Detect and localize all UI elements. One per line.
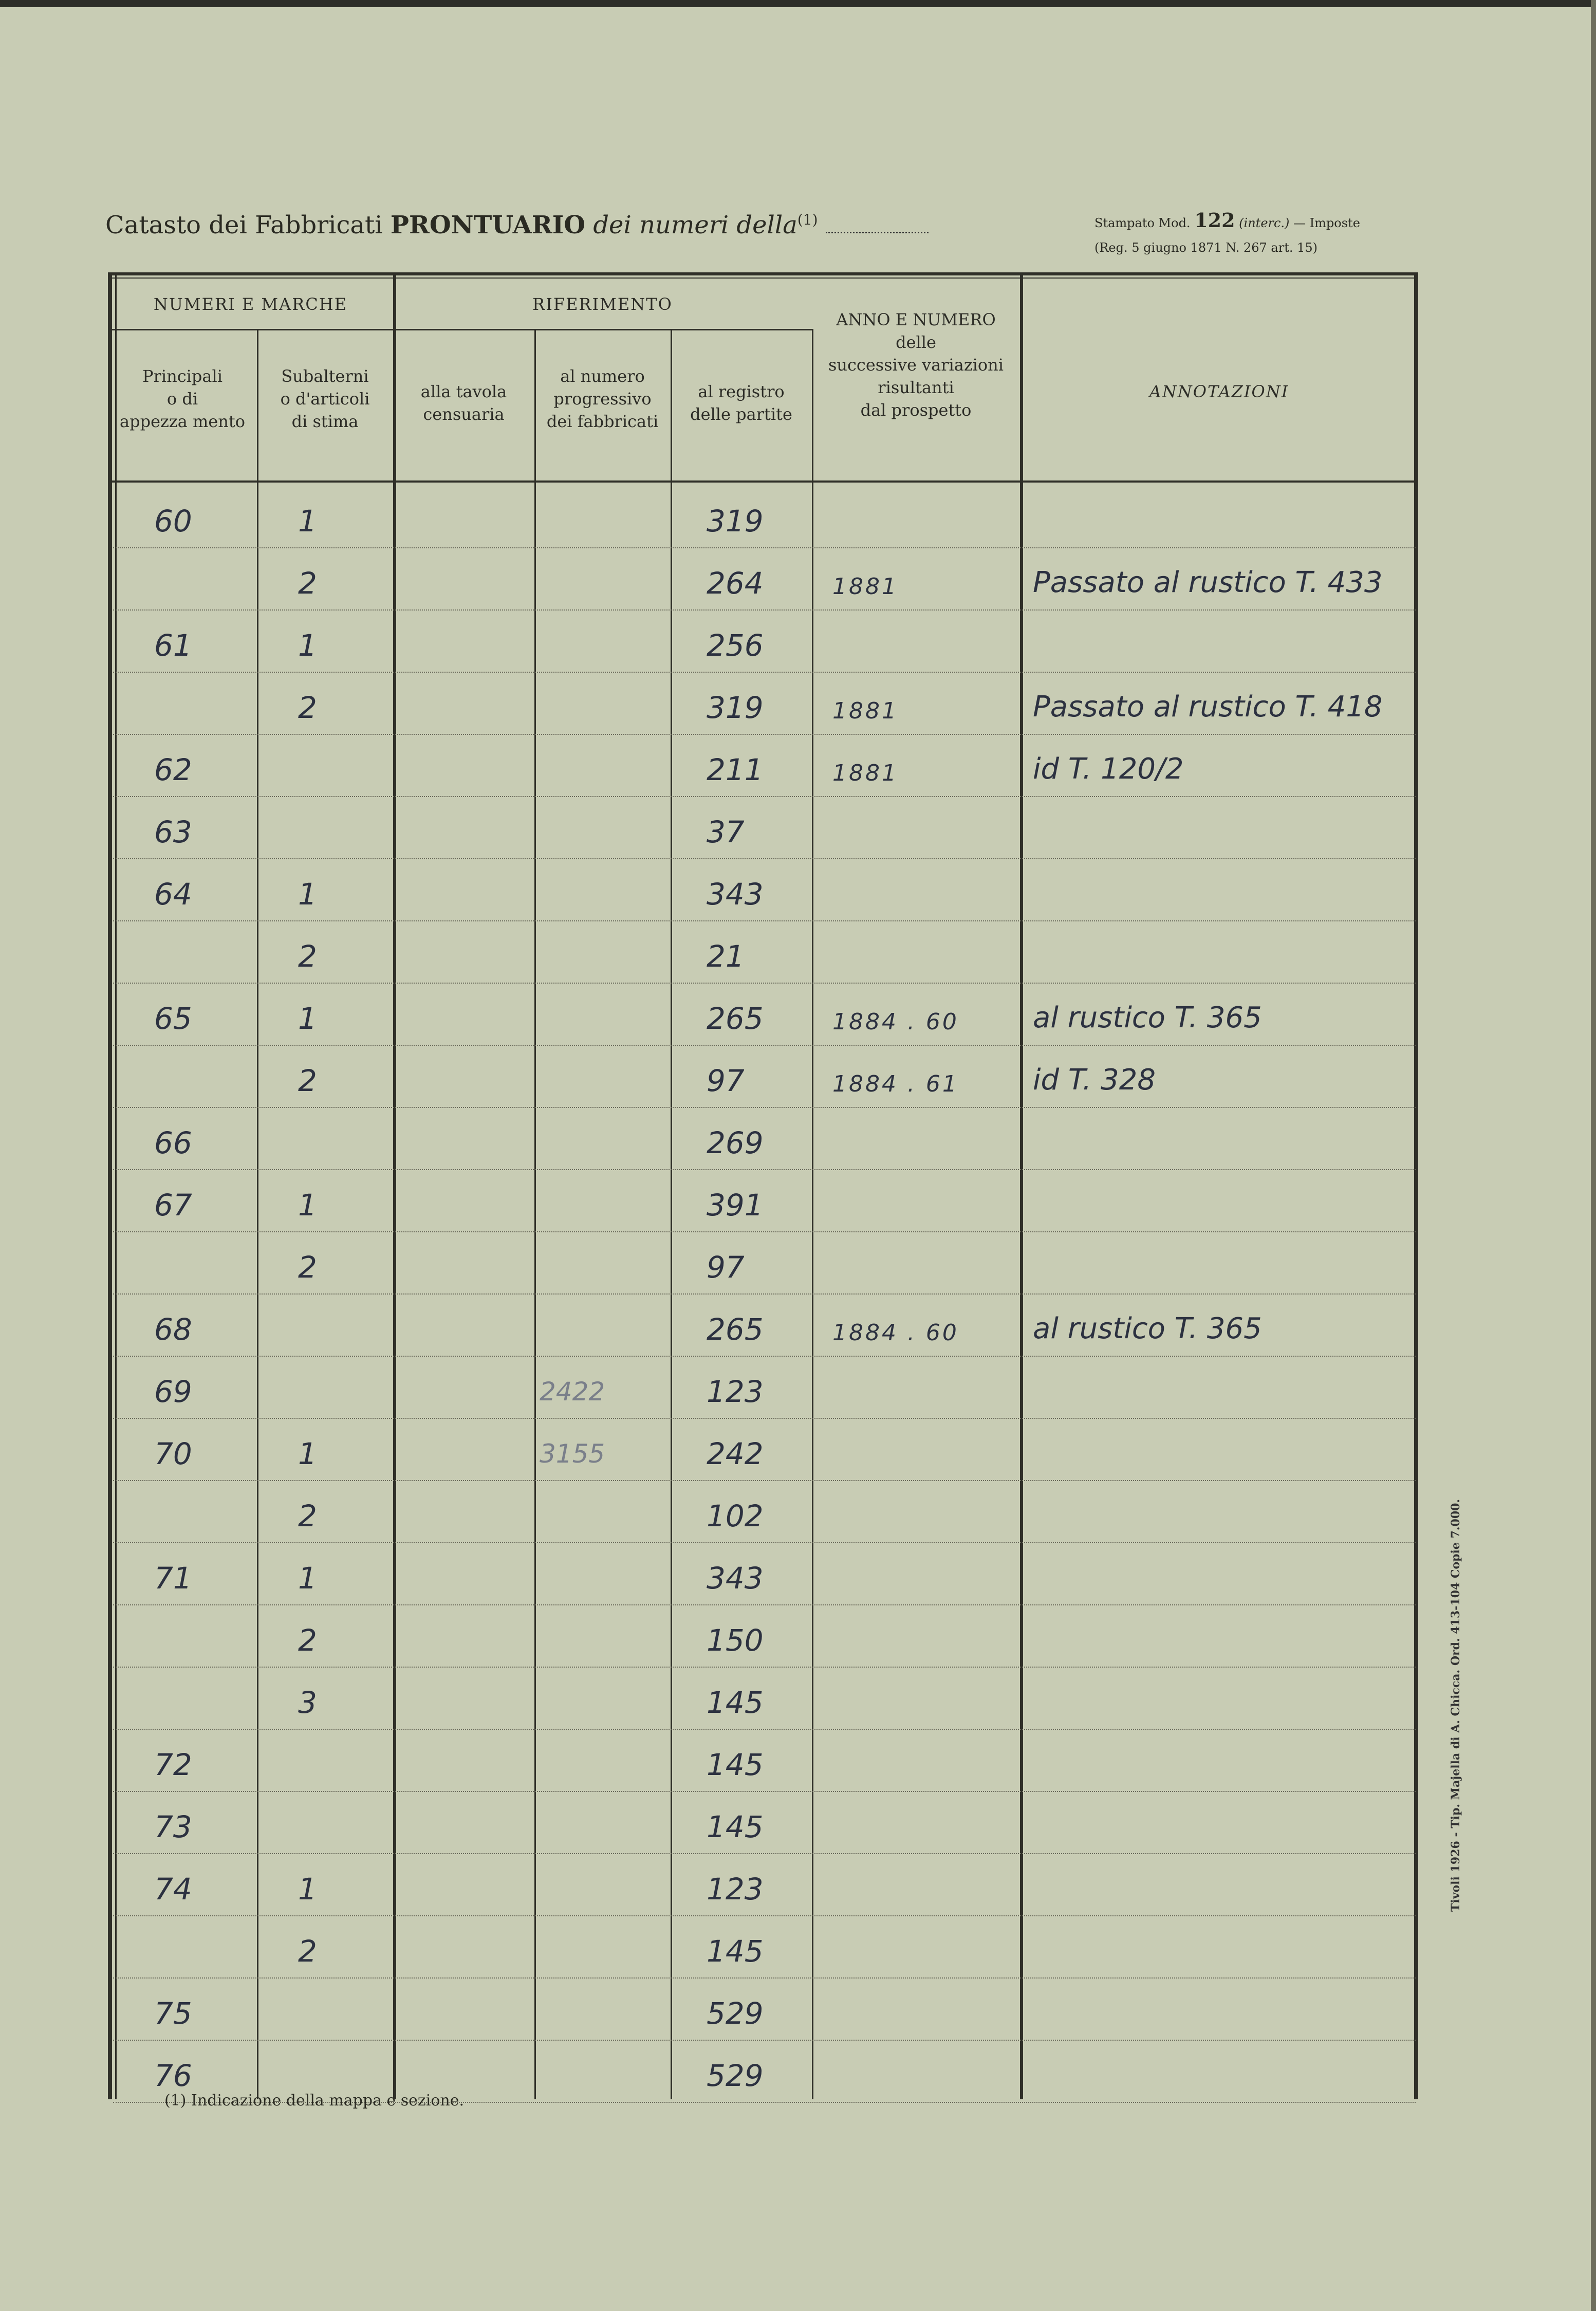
cell-subalterno: 1 [298,504,317,539]
stamp-line-2: (Reg. 5 giugno 1871 N. 267 art. 15) [1094,241,1318,255]
cell-principale: 65 [154,1001,192,1036]
header-anno-numero [812,308,1020,421]
prontuario-table [108,272,1418,2099]
row-dotted-rule [113,672,1416,673]
print-stamp [1094,208,1360,260]
header-anno-numero-line: ANNO E NUMERO [836,310,996,329]
row-dotted-rule [113,920,1416,921]
cell-registro: 145 [707,1747,764,1782]
cell-registro: 123 [707,1872,764,1907]
row-dotted-rule [113,1169,1416,1170]
stamp-interc: (interc.) [1239,216,1290,230]
cell-principale: 70 [154,1436,192,1471]
row-dotted-rule [113,1045,1416,1046]
cell-registro: 123 [707,1374,764,1409]
header-annotazioni [1020,380,1418,403]
header-principali-line: Principali [142,366,222,386]
header-registro-line: al registro [698,382,785,401]
row-dotted-rule [113,734,1416,735]
title-fill-line [826,227,929,233]
row-dotted-rule [113,1356,1416,1357]
cell-registro: 145 [707,1934,764,1969]
cell-subalterno: 1 [298,1436,317,1471]
cell-subalterno: 1 [298,1188,317,1223]
cell-principale: 63 [154,815,192,849]
col-divider-tavola [534,329,536,2099]
title-prefix: Catasto dei Fabbricati [105,211,383,239]
header-numero-progressivo [534,365,671,433]
cell-principale: 76 [154,2058,192,2093]
cell-registro: 256 [707,628,764,663]
cell-subalterno: 3 [298,1685,317,1720]
header-principali-line: appezza mento [120,412,245,431]
table-left-border [108,272,112,2099]
cell-registro: 529 [707,2058,764,2093]
cell-registro: 529 [707,1996,764,2031]
col-divider-registro [812,329,813,2099]
row-dotted-rule [113,1853,1416,1854]
col-divider-numero [671,329,672,2099]
cell-registro: 319 [707,504,764,539]
header-annotazioni-line: ANNOTAZIONI [1149,382,1289,401]
header-numero-progressivo-line: progressivo [553,389,652,409]
cell-registro: 37 [707,815,745,849]
row-dotted-rule [113,1729,1416,1730]
cell-subalterno: 2 [298,1623,317,1658]
header-numeri-e-marche-line: NUMERI E MARCHE [153,294,348,314]
cell-subalterno: 1 [298,877,317,912]
cell-subalterno: 1 [298,1561,317,1596]
header-registro-line: delle partite [690,404,792,424]
header-tavola-line: alla tavola [420,382,507,401]
row-dotted-rule [113,1604,1416,1605]
row-dotted-rule [113,547,1416,548]
col-divider-anno [1020,272,1023,2099]
printer-note: Tivoli 1926 - Tip. Majella di A. Chicca. Ord. 413-104 Copie 7.000. [1449,1499,1462,1912]
sheet-top-edge [0,0,1596,7]
cell-registro: 211 [707,752,764,787]
cell-subalterno: 2 [298,1063,317,1098]
cell-principale: 66 [154,1125,192,1160]
row-dotted-rule [113,1977,1416,1979]
row-dotted-rule [113,858,1416,859]
table-left-border-inner [115,272,117,2099]
header-anno-numero-line: successive variazioni [828,355,1004,375]
col-divider-subalterni [393,272,396,2099]
stamp-model-number: 122 [1194,209,1235,232]
cell-registro: 97 [707,1063,745,1098]
cell-registro: 343 [707,1561,764,1596]
header-principali-line: o di [166,389,198,409]
header-anno-numero-line: risultanti [878,378,954,397]
cell-registro: 97 [707,1250,745,1285]
cell-subalterno: 1 [298,628,317,663]
cell-annotazione: al rustico T. 365 [1033,1312,1262,1345]
row-dotted-rule [113,1107,1416,1108]
row-dotted-rule [113,609,1416,611]
row-dotted-rule [113,1480,1416,1481]
cell-registro: 242 [707,1436,764,1471]
cell-subalterno: 2 [298,566,317,601]
cell-progressivo: 2422 [540,1377,605,1407]
header-subalterni-line: di stima [291,412,359,431]
cell-subalterno: 1 [298,1001,317,1036]
cell-principale: 60 [154,504,192,539]
footnote: (1) Indicazione della mappa e sezione. [164,2092,465,2110]
cell-registro: 391 [707,1188,764,1223]
header-registro [671,380,812,426]
cell-subalterno: 2 [298,690,317,725]
cell-annotazione: id T. 120/2 [1033,752,1184,786]
header-numero-progressivo-line: al numero [560,366,645,386]
row-dotted-rule [113,1791,1416,1792]
cell-progressivo: 3155 [540,1439,605,1469]
cell-subalterno: 2 [298,939,317,974]
cell-principale: 73 [154,1809,192,1844]
row-dotted-rule [113,2040,1416,2041]
table-top-border-inner [108,278,1418,279]
cell-principale: 61 [154,628,192,663]
header-principali [108,365,257,433]
header-bottom-rule [108,480,1418,483]
row-dotted-rule [113,1915,1416,1916]
header-anno-numero-line: delle [896,332,936,352]
stamp-prefix: Stampato Mod. [1094,216,1191,230]
col-divider-principali [257,329,258,2099]
cell-subalterno: 2 [298,1250,317,1285]
cell-registro: 102 [707,1499,764,1533]
cell-subalterno: 2 [298,1499,317,1533]
row-dotted-rule [113,983,1416,984]
cell-registro: 265 [707,1312,764,1347]
cell-anno: 1884 . 60 [832,1009,959,1035]
cell-principale: 69 [154,1374,192,1409]
row-dotted-rule [113,796,1416,797]
group-header-rule [108,329,812,330]
cell-subalterno: 1 [298,1872,317,1907]
header-subalterni [257,365,393,433]
table-right-border [1414,272,1418,2099]
cell-annotazione: al rustico T. 365 [1033,1001,1262,1034]
form-title [105,211,929,239]
title-main: PRONTUARIO [390,211,586,239]
cell-registro: 145 [707,1685,764,1720]
cell-annotazione: Passato al rustico T. 418 [1033,690,1383,724]
cell-registro: 21 [707,939,745,974]
cell-registro: 265 [707,1001,764,1036]
cell-anno: 1881 [832,574,898,600]
cell-principale: 68 [154,1312,192,1347]
title-footnote-mark: (1) [797,211,818,228]
header-subalterni-line: o d'articoli [280,389,370,409]
row-dotted-rule [113,1542,1416,1543]
cell-registro: 264 [707,566,764,601]
header-anno-numero-line: dal prospetto [860,400,972,420]
cell-principale: 64 [154,877,192,912]
cell-anno: 1884 . 60 [832,1320,959,1346]
cell-registro: 319 [707,690,764,725]
row-dotted-rule [113,1667,1416,1668]
table-top-border [108,272,1418,275]
cell-principale: 71 [154,1561,192,1596]
header-riferimento-line: RIFERIMENTO [532,294,673,314]
stamp-suffix: — Imposte [1293,216,1360,230]
header-riferimento [393,293,812,316]
cell-principale: 75 [154,1996,192,2031]
cell-registro: 145 [707,1809,764,1844]
header-numero-progressivo-line: dei fabbricati [546,412,659,431]
header-numeri-e-marche [108,293,393,316]
header-tavola-line: censuaria [423,404,505,424]
row-dotted-rule [113,1293,1416,1295]
header-tavola [393,380,534,426]
cell-registro: 269 [707,1125,764,1160]
cell-annotazione: Passato al rustico T. 433 [1033,566,1383,599]
cell-anno: 1881 [832,760,898,786]
cell-principale: 67 [154,1188,192,1223]
stamp-line-1 [1094,208,1360,235]
title-subtitle: dei numeri della [593,211,797,239]
row-dotted-rule [113,1418,1416,1419]
cell-anno: 1881 [832,698,898,724]
row-dotted-rule [113,1231,1416,1232]
cell-registro: 150 [707,1623,764,1658]
cell-principale: 74 [154,1872,192,1907]
header-subalterni-line: Subalterni [281,366,369,386]
cell-principale: 62 [154,752,192,787]
cell-principale: 72 [154,1747,192,1782]
cell-anno: 1884 . 61 [832,1071,959,1097]
cell-subalterno: 2 [298,1934,317,1969]
sheet-right-edge [1591,0,1596,2311]
cell-registro: 343 [707,877,764,912]
cell-annotazione: id T. 328 [1033,1063,1156,1097]
